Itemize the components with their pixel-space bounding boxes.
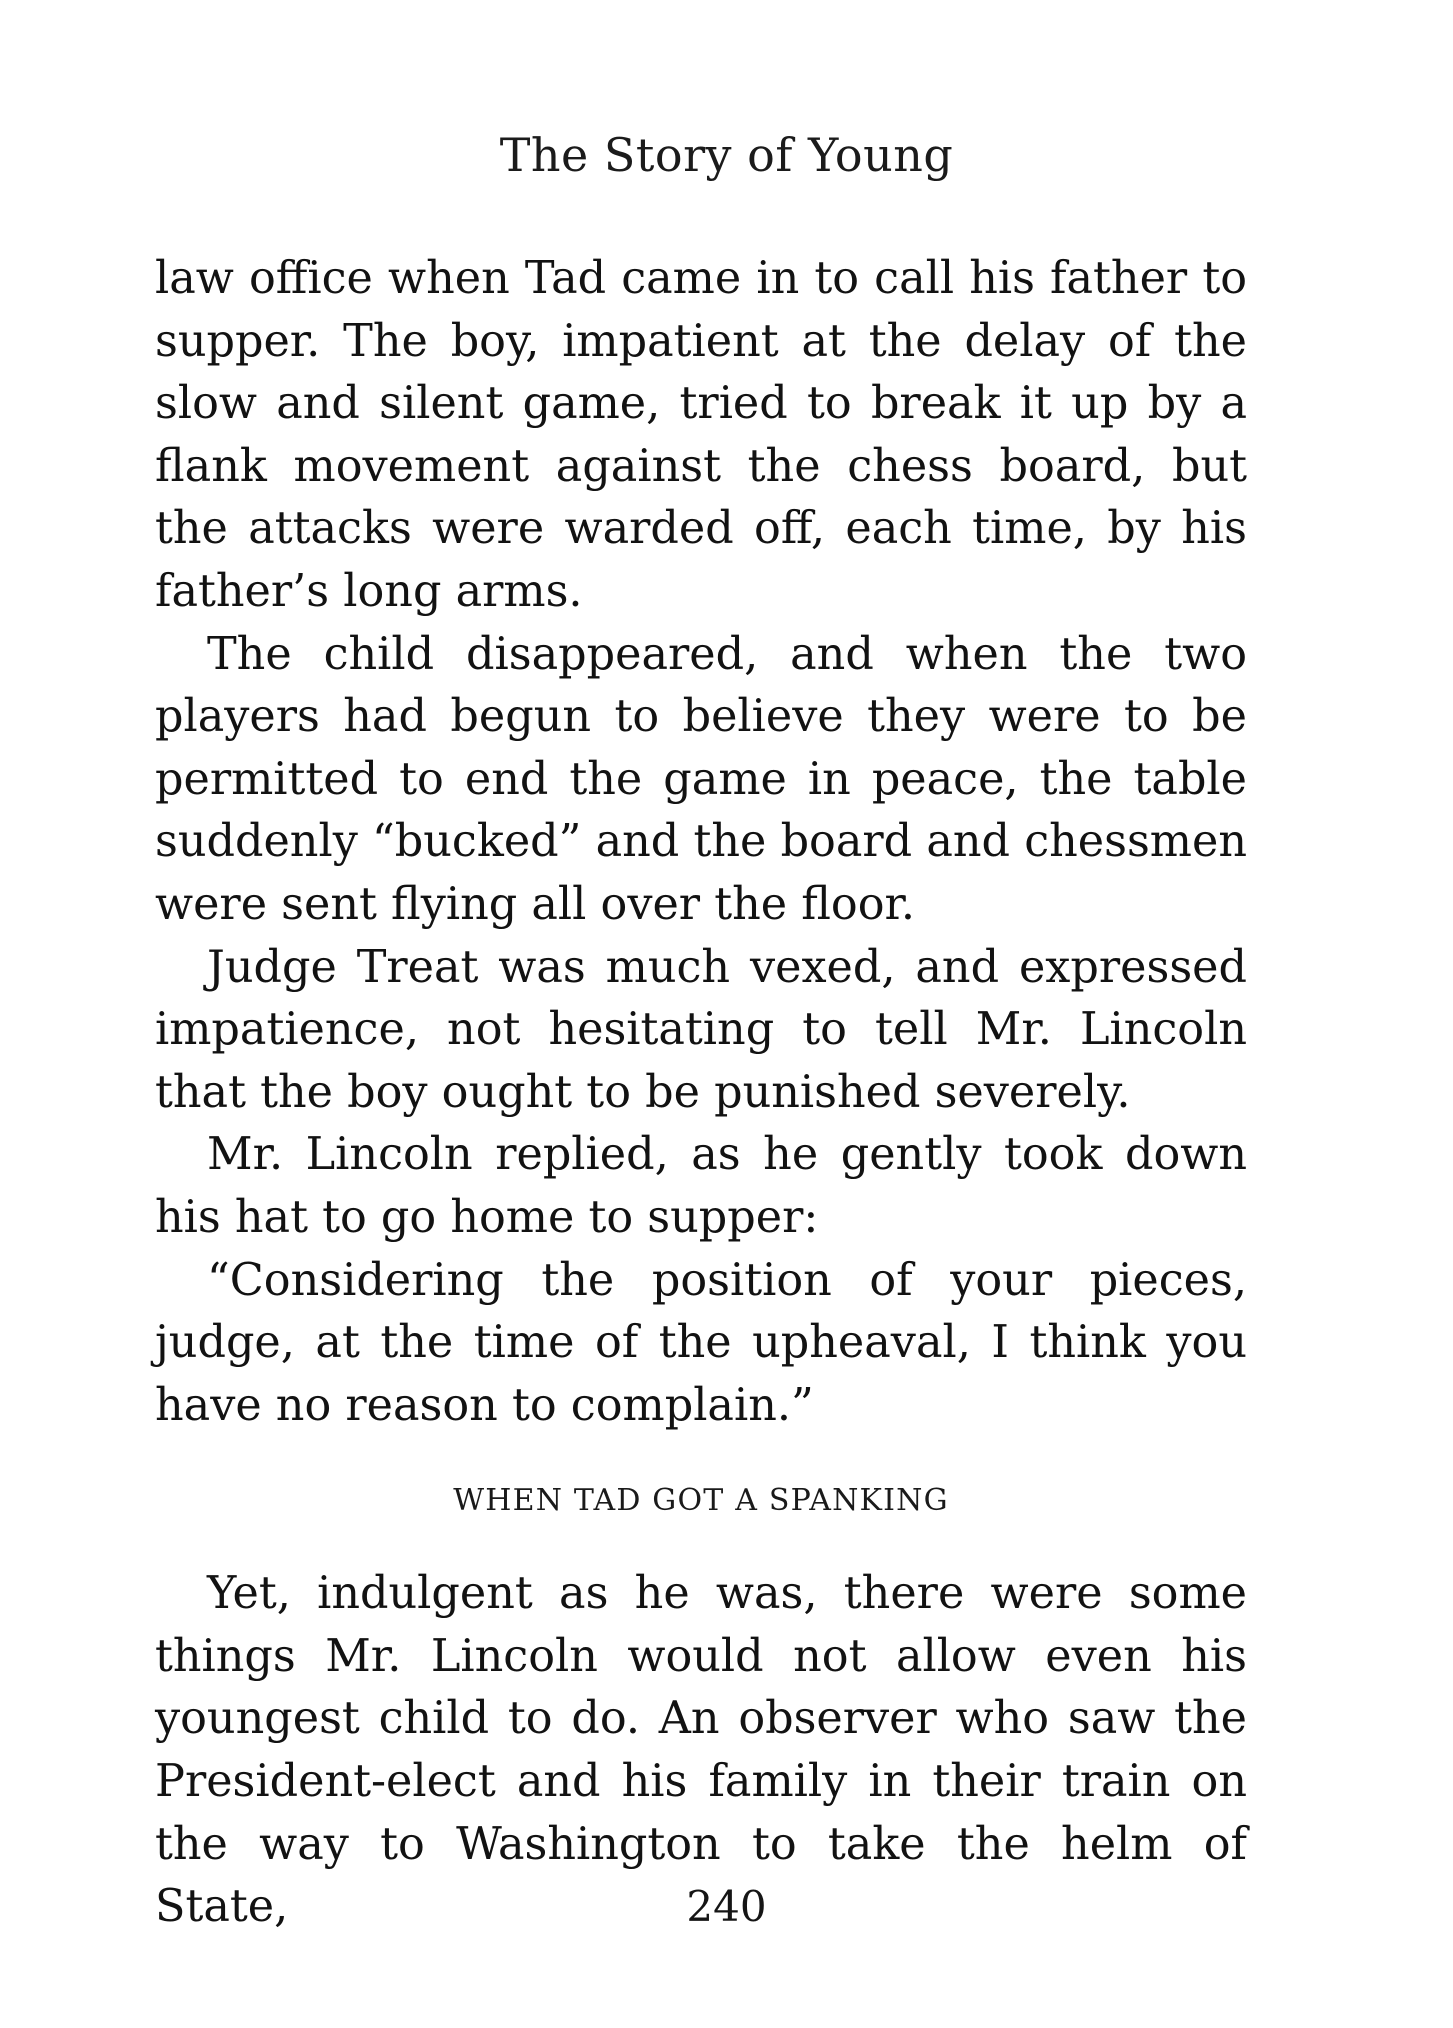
section-heading: WHEN TAD GOT A SPANKING — [453, 1483, 949, 1519]
page-number: 240 — [686, 1882, 767, 1931]
paragraph-indulgent: Yet, indulgent as he was, there were some things Mr. Lincoln would not allow even his youngest child to do. An observer who saw the President-elect and his family in their train on the way to Washington to take the helm of State, — [155, 1568, 1247, 1933]
paragraph-child-disappeared: The child disappeared, and when the two players had begun to believe they were to be permitted to end the game in peace, the table suddenly “bucked” and the board and chessmen were sent flying all over the floor. — [155, 628, 1247, 930]
running-head: The Story of Young — [499, 128, 954, 182]
paragraph-quotation: “Considering the position of your pieces, judge, at the time of the upheaval, I think you have no reason to complain.” — [155, 1254, 1247, 1431]
paragraph-lincoln-replied: Mr. Lincoln replied, as he gently took down his hat to go home to supper: — [155, 1129, 1247, 1243]
paragraph-judge-treat: Judge Treat was much vexed, and expressed impatience, not hesitating to tell Mr. Lincoln that the boy ought to be punished severely. — [155, 941, 1247, 1118]
paragraph-continuation: law office when Tad came in to call his father to supper. The boy, impatient at the delay of the slow and silent game, tried to break it up by a flank movement against the chess board, but the attacks were warded off, each time, by his father’s long arms. — [155, 253, 1247, 617]
page-body-text — [155, 248, 1247, 1939]
